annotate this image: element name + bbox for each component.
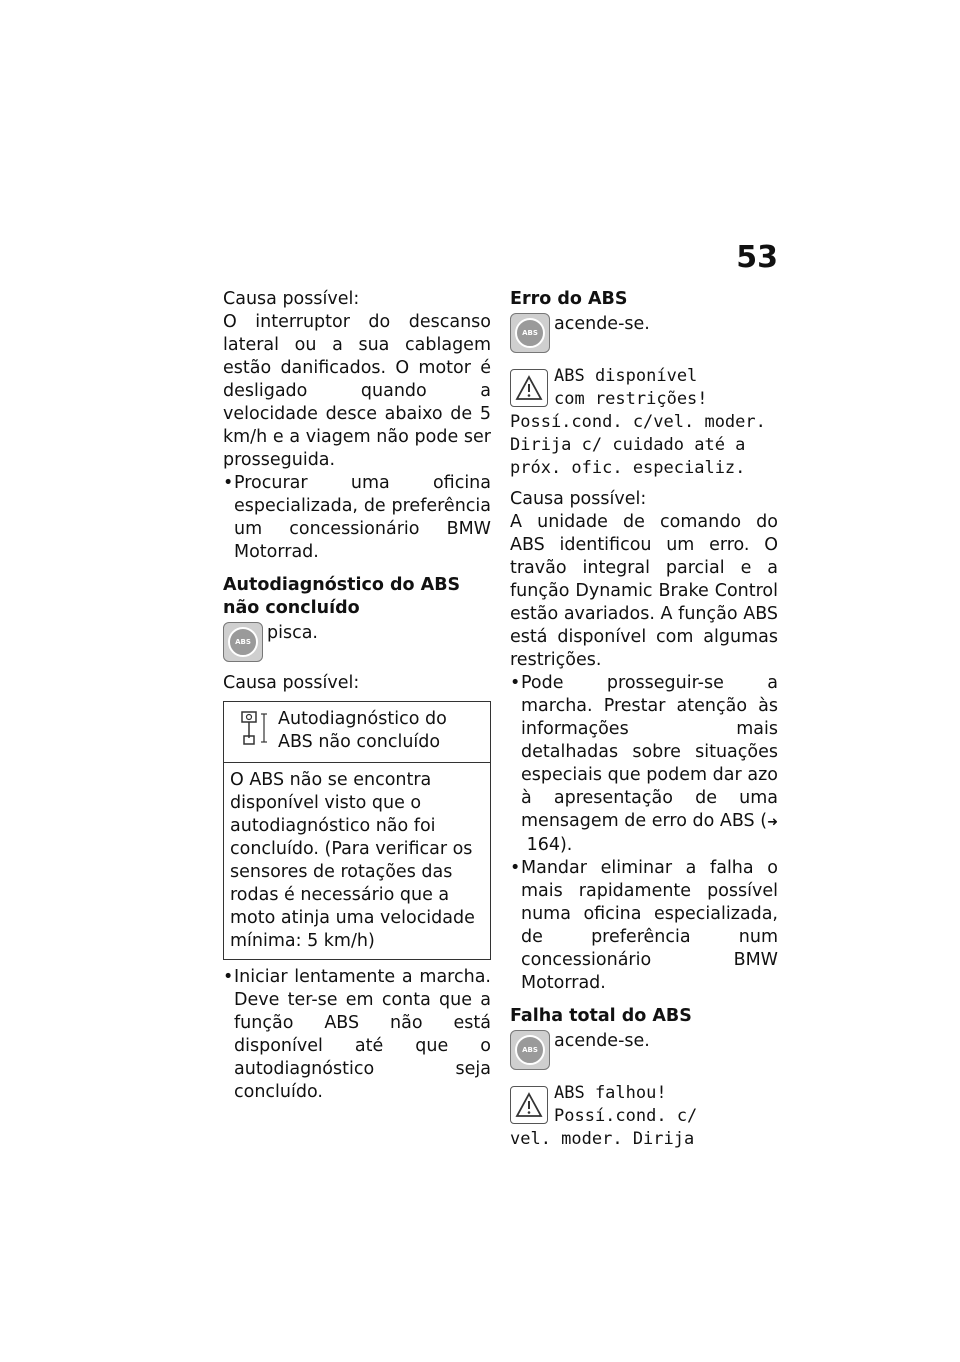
warning-row-1: [510, 365, 778, 411]
section-heading-abs-total-failure: Falha total do ABS: [510, 1006, 692, 1026]
bullet-continue-end: ).: [559, 835, 573, 855]
page-number: 53: [736, 240, 778, 275]
warning-msg-lines-2: [554, 1082, 697, 1128]
info-box: [223, 701, 491, 960]
triangle-glyph-icon: [515, 375, 543, 401]
lamp-state-1: acende-se.: [554, 314, 650, 334]
warning-msg-rest-2: vel. moder. Dirija: [510, 1129, 695, 1149]
cause-label-2: Causa possível:: [223, 673, 360, 693]
lamp-state-2: acende-se.: [554, 1031, 650, 1051]
bullet-workshop: • Procurar uma oficina especializada, de preferência um concessionário BMW Motorrad.: [223, 472, 491, 564]
right-column: [510, 288, 778, 1151]
warning-msg-lines-1: [554, 365, 708, 411]
display-message-1: [510, 365, 778, 480]
warning-triangle-icon: [510, 369, 548, 407]
display-message-2: [510, 1082, 778, 1151]
abs-lamp-symbol: ABS: [515, 1035, 545, 1065]
abs-lamp-symbol: ABS: [228, 627, 258, 657]
info-box-header: [224, 702, 490, 763]
abs-warning-lamp-icon: [223, 622, 263, 662]
info-box-text: O ABS não se encontra disponível visto que o autodiagnóstico não foi concluído. (Para verificar os sensores de rotações das rodas é necessário que a moto atinja uma velocidade mínima: 5 km/h): [230, 770, 475, 951]
cause-label-r: Causa possível:: [510, 489, 647, 509]
warning-msg-line-2b: Possí.cond. c/: [554, 1106, 698, 1126]
section-heading-abs-selfdiag: Autodiagnóstico do ABS não concluído: [223, 575, 461, 618]
info-box-title: Autodiagnóstico do ABS não concluído: [278, 709, 447, 752]
cause-text-r: A unidade de comando do ABS identificou um erro. O travão integral parcial e a função Dynamic Brake Control estão avariados. A função ABS está disponível com algumas restrições.: [510, 512, 778, 670]
triangle-glyph-icon: [515, 1092, 543, 1118]
lamp-state: pisca.: [267, 623, 318, 643]
warning-msg-line-1a: ABS disponível: [554, 366, 698, 386]
page-reference[interactable]: 164: [526, 835, 560, 855]
bullet-continue-ride: [510, 672, 778, 857]
section-heading-abs-error: Erro do ABS: [510, 289, 628, 309]
warning-triangle-icon: [510, 1086, 548, 1124]
warning-msg-line-1b: com restrições!: [554, 389, 708, 409]
abs-warning-lamp-icon: [510, 313, 550, 353]
left-column: [223, 288, 491, 1104]
bullet-start-slowly: • Iniciar lentamente a marcha. Deve ter-se em conta que a função ABS não está disponível até que o autodiagnóstico seja concluído.: [223, 966, 491, 1104]
bullet-eliminate-fault: • Mandar eliminar a falha o mais rapidamente possível numa oficina especializada, de preferência num concessionário BMW Motorrad.: [510, 857, 778, 995]
bullet-continue-text: Pode prosseguir-se a marcha. Prestar atenção às informações mais detalhadas sobre situações especiais que podem dar azo à apresentação de uma mensagem de erro do ABS (: [521, 673, 778, 831]
abs-lamp-row-2: [510, 1030, 778, 1070]
cause-label: Causa possível:: [223, 289, 360, 309]
abs-lamp-row-1: [510, 313, 778, 353]
selfdiag-tool-icon: [232, 708, 272, 748]
abs-warning-lamp-icon: [510, 1030, 550, 1070]
abs-lamp-symbol: ABS: [515, 318, 545, 348]
warning-row-2: [510, 1082, 778, 1128]
abs-lamp-row: [223, 622, 491, 662]
warning-msg-line-2a: ABS falhou!: [554, 1083, 667, 1103]
page-reference-arrow-icon: ➜: [767, 815, 778, 830]
cause-text: O interruptor do descanso lateral ou a sua cablagem estão danificados. O motor é desligado quando a velocidade desce abaixo de 5 km/h e a viagem não pode ser prosseguida.: [223, 312, 491, 470]
warning-msg-rest-1: Possí.cond. c/vel. moder. Dirija c/ cuidado até a próx. ofic. especializ.: [510, 412, 766, 478]
